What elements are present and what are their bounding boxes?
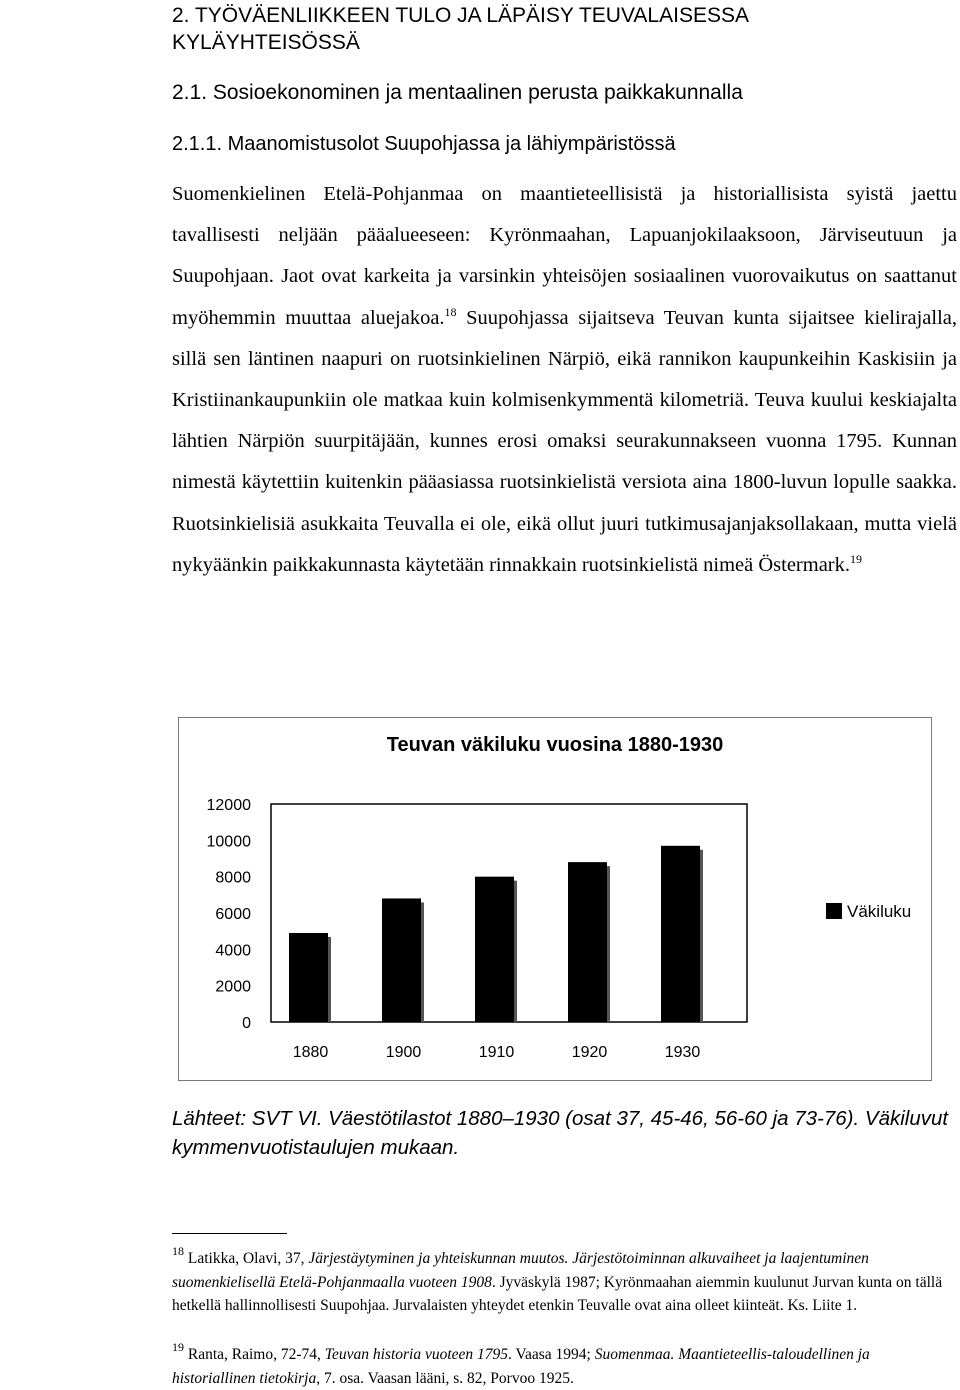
footnote-title-2: Suomenmaa. Maantieteellis-taloudellinen ja historiallinen tietokirja	[172, 1346, 870, 1387]
bar	[382, 898, 421, 1022]
bar	[568, 862, 607, 1022]
legend-label: Väkiluku	[847, 902, 912, 921]
footnote-text-2: , 7. osa. Vaasan lääni, s. 82, Porvoo 1925.	[316, 1369, 574, 1387]
legend-swatch	[826, 903, 842, 919]
footnote-text: . Vaasa 1994;	[508, 1346, 595, 1363]
chart-title: Teuvan väkiluku vuosina 1880-1930	[386, 734, 724, 756]
y-tick-label: 2000	[215, 978, 251, 996]
footnote-title: Teuvan historia vuoteen 1795	[324, 1346, 509, 1363]
footnote-number: 19	[172, 1340, 184, 1354]
y-tick-label: 12000	[206, 797, 251, 814]
paragraph-text-1: Suomenkielinen Etelä-Pohjanmaa on maantieteellisistä ja historiallisista syistä jaettu tavallisesti neljään pääalueeseen: Kyrönmaahan, Lapuanjokilaaksoon, Järviseutuun ja Suupohjaan. Jaot ovat karkeita ja varsinkin yhteisöjen sosiaalinen vuorovaikutus on saattanut myöhemmin muuttaa aluejakoa.	[172, 183, 957, 329]
body-paragraph	[172, 174, 957, 586]
source-note: Lähteet: SVT VI. Väestötilastot 1880–1930 (osat 37, 45-46, 56-60 ja 73-76). Väkiluvut kymmenvuotistaulujen mukaan.	[172, 1107, 949, 1159]
x-tick-label: 1900	[385, 1044, 422, 1061]
bar	[289, 933, 328, 1022]
footnote-18	[172, 1244, 957, 1318]
footnote-number: 18	[172, 1244, 184, 1258]
x-tick-label: 1910	[478, 1044, 515, 1061]
section-heading: 2.1. Sosioekonominen ja mentaalinen perusta paikkakunnalla	[172, 81, 743, 104]
footnote-author: Latikka, Olavi, 37,	[184, 1250, 309, 1267]
footnote-text: . Jyväskylä 1987; Kyrönmaahan aiemmin kuulunut Jurvan kunta on tällä hetkellä hallinnollisesti Suupohjaa. Jurvalaisten yhteydet etenkin Teuvalle ovat aina olleet kiinteät. Ks. Liite 1.	[172, 1273, 943, 1314]
y-tick-label: 8000	[215, 869, 251, 887]
chart-svg	[179, 718, 931, 1080]
paragraph-text-2: Suupohjassa sijaitseva Teuvan kunta sijaitsee kielirajalla, sillä sen läntinen naapuri on ruotsinkielinen Närpiö, eikä rannikon kaupunkeihin Kaskisiin ja Kristiinankaupunkiin ole matkaa kuin kolmisenkymmentä kilometriä. Teuva kuului keskiajalta lähtien Närpiön suurpitäjään, kunnes erosi omaksi seurakunnakseen vuonna 1795. Kunnan nimestä käytettiin kuitenkin pääasiassa ruotsinkielistä versiota aina 1800-luvun lopulle saakka. Ruotsinkielisiä asukkaita Teuvalla ei ole, eikä ollut juuri tutkimusajanjaksollakaan, mutta vielä nykyäänkin paikkakunnasta käytetään rinnakkain ruotsinkielistä nimeä Östermark.	[172, 306, 957, 576]
x-tick-label: 1920	[571, 1044, 608, 1061]
y-tick-label: 4000	[215, 942, 251, 960]
y-tick-label: 0	[242, 1015, 251, 1032]
footnote-author: Ranta, Raimo, 72-74,	[184, 1346, 325, 1363]
y-tick-label: 6000	[215, 906, 251, 923]
bar	[661, 846, 700, 1022]
subsection-heading: 2.1.1. Maanomistusolot Suupohjassa ja lähiympäristössä	[172, 133, 676, 155]
footnote-ref-18[interactable]: 18	[444, 304, 457, 319]
chapter-heading: 2. TYÖVÄENLIIKKEEN TULO JA LÄPÄISY TEUVALAISESSA KYLÄYHTEISÖSSÄ	[172, 4, 748, 54]
x-tick-label: 1880	[292, 1044, 329, 1061]
y-tick-label: 10000	[206, 833, 251, 851]
population-chart	[178, 717, 932, 1081]
bar	[475, 877, 514, 1022]
footnote-ref-19[interactable]: 19	[850, 551, 863, 566]
footnote-separator	[172, 1233, 287, 1234]
footnote-title: Järjestäytyminen ja yhteiskunnan muutos. Järjestötoiminnan alkuvaiheet ja laajentuminen suomenkielisellä Etelä-Pohjanmaalla vuoteen 1908	[172, 1250, 869, 1291]
footnote-19	[172, 1340, 957, 1390]
x-tick-label: 1930	[664, 1044, 701, 1061]
